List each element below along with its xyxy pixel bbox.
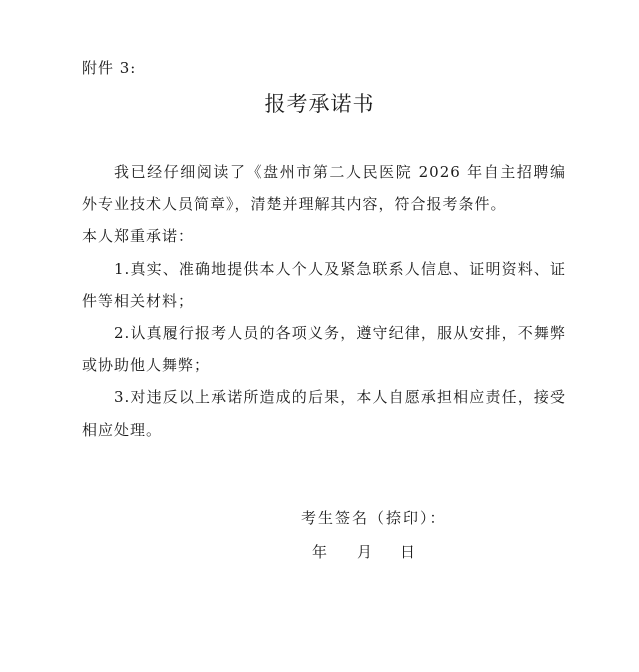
document-title: 报考承诺书 [264,92,375,116]
pledge-item-1: 1.真实、准确地提供本人个人及紧急联系人信息、证明资料、证件等相关材料； [82,259,566,310]
pledge-lead: 本人郑重承诺： [82,227,195,246]
attachment-label: 附件 3: [82,59,137,77]
document-body [82,156,566,446]
pledge-item-3: 3.对违反以上承诺所造成的后果，本人自愿承担相应责任，接受相应处理。 [82,388,566,439]
date-month-label: 月 [357,543,373,561]
date-year-label: 年 [312,543,328,561]
intro-paragraph: 我已经仔细阅读了《盘州市第二人民医院 2026 年自主招聘编外专业技术人员简章》，清楚并理解其内容，符合报考条件。 [82,163,566,214]
date-day-label: 日 [400,543,416,561]
pledge-item-2: 2.认真履行报考人员的各项义务，遵守纪律，服从安排，不舞弊或协助他人舞弊； [82,324,566,375]
signature-label: 考生签名（捺印）： [301,509,447,527]
